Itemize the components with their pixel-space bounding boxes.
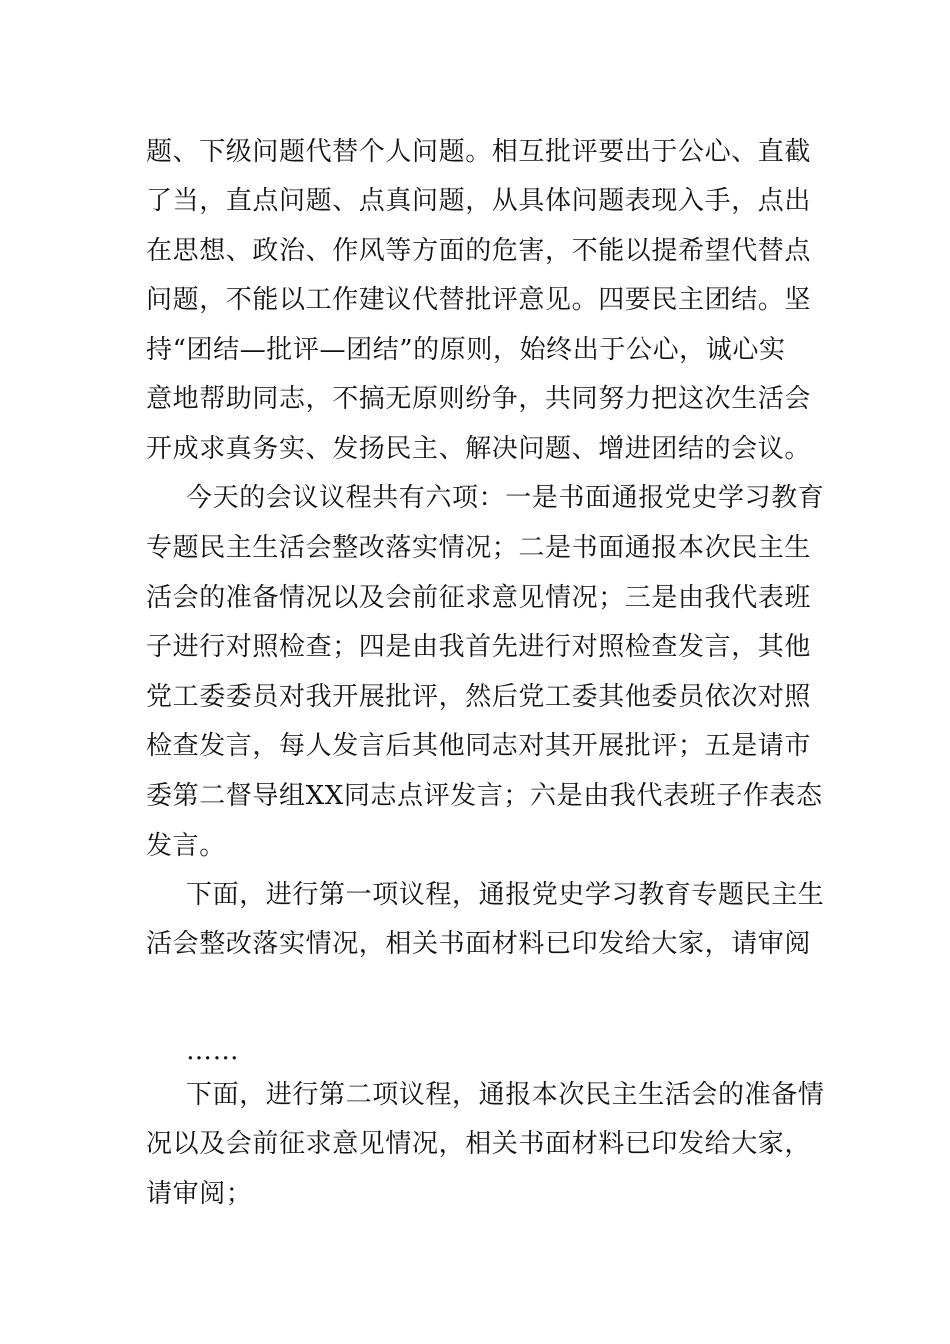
paragraph-start-line: 今天的会议议程共有六项：一是书面通报党史学习教育 [186, 483, 825, 513]
text-line: 了当，直点问题、点真问题，从具体问题表现入手，点出 [146, 186, 812, 216]
ellipsis-line: …… [186, 1036, 240, 1066]
text-line: 况以及会前征求意见情况，相关书面材料已印发给大家， [146, 1129, 812, 1159]
text-line: 检查发言，每人发言后其他同志对其开展批评；五是请市 [146, 731, 812, 761]
text-line: 党工委委员对我开展批评，然后党工委其他委员依次对照 [146, 682, 812, 712]
text-line: 子进行对照检查；四是由我首先进行对照检查发言，其他 [146, 632, 812, 662]
text-line: 发言。 [146, 831, 226, 861]
text-line: 题、下级问题代替个人问题。相互批评要出于公心、直截 [146, 137, 812, 167]
text-line: 活会的准备情况以及会前征求意见情况；三是由我代表班 [146, 583, 812, 613]
text-line: 请审阅； [146, 1179, 253, 1209]
text-line: 问题，不能以工作建议代替批评意见。四要民主团结。坚 [146, 285, 812, 315]
text-line: 意地帮助同志，不搞无原则纷争，共同努力把这次生活会 [146, 384, 812, 414]
text-line: 开成求真务实、发扬民主、解决问题、增进团结的会议。 [146, 434, 812, 464]
text-line: 在思想、政治、作风等方面的危害，不能以提希望代替点 [146, 236, 812, 266]
text-line: 活会整改落实情况，相关书面材料已印发给大家，请审阅 [146, 929, 812, 959]
text-line: 持“团结—批评—团结”的原则，始终出于公心，诚心实 [146, 335, 786, 365]
paragraph-start-line: 下面，进行第一项议程，通报党史学习教育专题民主生 [186, 880, 825, 910]
text-line: 专题民主生活会整改落实情况；二是书面通报本次民主生 [146, 533, 812, 563]
paragraph-start-line: 下面，进行第二项议程，通报本次民主生活会的准备情 [186, 1080, 825, 1110]
text-line: 委第二督导组XX同志点评发言；六是由我代表班子作表态 [146, 781, 823, 811]
